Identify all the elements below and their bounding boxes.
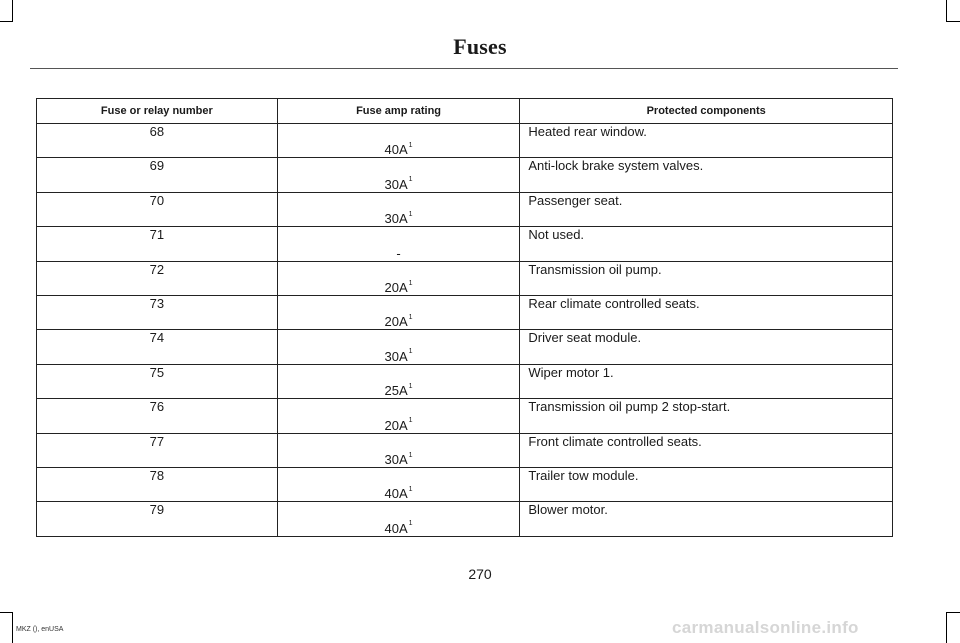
protected-component-cell: Passenger seat. (520, 192, 893, 226)
footnote-marker: 1 (408, 279, 413, 287)
footer-document-id: MKZ (), enUSA (16, 626, 64, 633)
protected-component-cell: Transmission oil pump 2 stop-start. (520, 399, 893, 433)
crop-mark (12, 612, 13, 643)
protected-component-cell: Heated rear window. (520, 124, 893, 158)
footnote-marker: 1 (408, 348, 413, 356)
crop-mark (946, 21, 960, 22)
page-number: 270 (468, 566, 492, 582)
table-row (37, 192, 893, 226)
title-divider (30, 68, 898, 69)
table-row (37, 158, 893, 192)
table-header-row (37, 99, 893, 124)
footnote-marker: 1 (408, 520, 413, 528)
footnote-marker: 1 (408, 176, 413, 184)
crop-mark (0, 21, 13, 22)
amp-rating-cell (277, 227, 520, 261)
crop-mark (946, 0, 947, 22)
fuse-table (36, 98, 893, 537)
fuse-number-cell: 71 (37, 227, 278, 261)
table-row (37, 467, 893, 501)
fuse-number-cell: 68 (37, 124, 278, 158)
amp-rating-cell (277, 124, 520, 158)
amp-rating-value: 30A (384, 211, 408, 227)
table-row (37, 227, 893, 261)
amp-rating-cell (277, 295, 520, 329)
amp-rating-cell (277, 192, 520, 226)
footnote-marker: 1 (408, 451, 413, 459)
header-fuse-number: Fuse or relay number (37, 99, 278, 124)
amp-rating-value: 40A (384, 486, 408, 502)
protected-component-cell: Trailer tow module. (520, 467, 893, 501)
footnote-marker: 1 (408, 314, 413, 322)
fuse-number-cell: 79 (37, 502, 278, 536)
crop-mark (946, 612, 947, 643)
amp-rating-value: 20A (384, 417, 408, 433)
protected-component-cell: Blower motor. (520, 502, 893, 536)
protected-component-cell: Wiper motor 1. (520, 364, 893, 398)
amp-rating-cell (277, 330, 520, 364)
amp-rating-value: 30A (384, 451, 408, 467)
amp-rating-cell (277, 433, 520, 467)
table-row (37, 502, 893, 536)
protected-component-cell: Rear climate controlled seats. (520, 295, 893, 329)
amp-rating-value: 20A (384, 279, 408, 295)
amp-rating-value: 40A (384, 142, 408, 158)
fuse-number-cell: 69 (37, 158, 278, 192)
table-row (37, 364, 893, 398)
amp-rating-cell (277, 364, 520, 398)
table-row (37, 261, 893, 295)
table-row (37, 124, 893, 158)
table-body (37, 124, 893, 537)
footnote-marker: 1 (408, 485, 413, 493)
amp-rating-value: - (396, 245, 401, 261)
amp-rating-value: 40A (384, 520, 408, 536)
footnote-marker: 1 (408, 417, 413, 425)
fuse-number-cell: 72 (37, 261, 278, 295)
fuse-number-cell: 77 (37, 433, 278, 467)
watermark: carmanualsonline.info (672, 618, 859, 637)
amp-rating-cell (277, 399, 520, 433)
fuse-number-cell: 76 (37, 399, 278, 433)
amp-rating-cell (277, 261, 520, 295)
page-title: Fuses (453, 34, 507, 59)
protected-component-cell: Anti-lock brake system valves. (520, 158, 893, 192)
amp-rating-value: 30A (384, 348, 408, 364)
amp-rating-value: 25A (384, 383, 408, 399)
fuse-number-cell: 70 (37, 192, 278, 226)
footnote-marker: 1 (408, 382, 413, 390)
amp-rating-cell (277, 502, 520, 536)
footnote-marker: 1 (408, 142, 413, 150)
protected-component-cell: Transmission oil pump. (520, 261, 893, 295)
protected-component-cell: Not used. (520, 227, 893, 261)
fuse-number-cell: 78 (37, 467, 278, 501)
protected-component-cell: Front climate controlled seats. (520, 433, 893, 467)
table-row (37, 295, 893, 329)
table-row (37, 330, 893, 364)
table-row (37, 433, 893, 467)
fuse-number-cell: 75 (37, 364, 278, 398)
amp-rating-cell (277, 467, 520, 501)
fuse-number-cell: 73 (37, 295, 278, 329)
amp-rating-value: 30A (384, 176, 408, 192)
footnote-marker: 1 (408, 210, 413, 218)
table-row (37, 399, 893, 433)
header-protected-components: Protected components (520, 99, 893, 124)
crop-mark (946, 612, 960, 613)
fuse-number-cell: 74 (37, 330, 278, 364)
amp-rating-value: 20A (384, 314, 408, 330)
amp-rating-cell (277, 158, 520, 192)
crop-mark (12, 0, 13, 22)
crop-mark (0, 612, 13, 613)
protected-component-cell: Driver seat module. (520, 330, 893, 364)
header-amp-rating: Fuse amp rating (277, 99, 520, 124)
